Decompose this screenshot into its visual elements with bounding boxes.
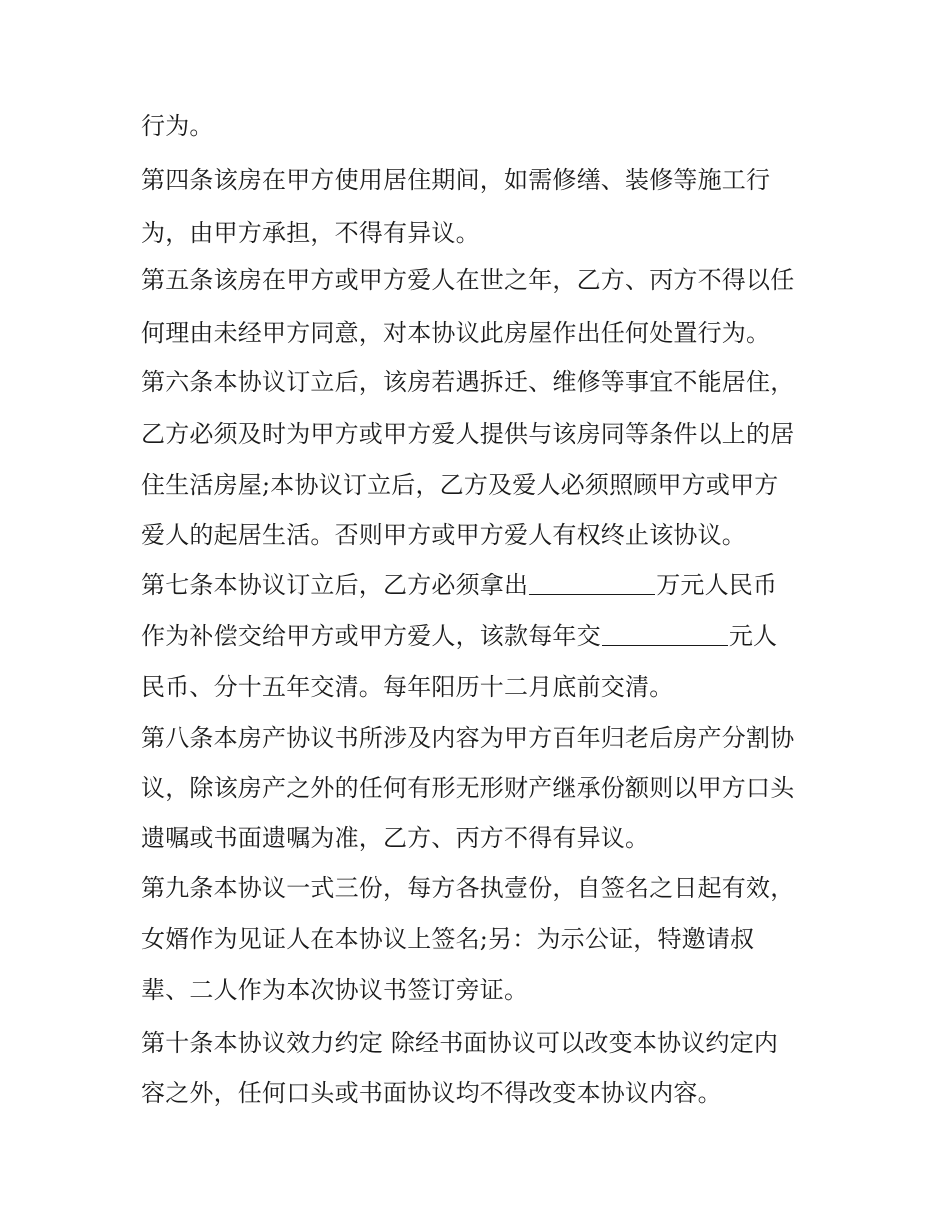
text-line: 第九条本协议一式三份，每方各执壹份，自签名之日起有效， <box>141 874 795 902</box>
text-line: 行为。 <box>141 112 214 140</box>
text-line: 何理由未经甲方同意，对本协议此房屋作出任何处置行为。 <box>141 319 771 347</box>
text-line: 第八条本房产协议书所涉及内容为甲方百年归老后房产分割协 <box>141 724 795 752</box>
amount-blank <box>529 570 655 595</box>
text-line: 容之外，任何口头或书面协议均不得改变本协议内容。 <box>141 1079 722 1107</box>
annual-amount-blank <box>602 621 728 646</box>
text-line: 女婿作为见证人在本协议上签名;另：为示公证，特邀请叔 <box>141 925 755 953</box>
article7-text-before: 第七条本协议订立后，乙方必须拿出 <box>141 571 529 599</box>
article7-line2 <box>141 616 777 656</box>
article7-text-after: 万元人民币 <box>656 571 778 599</box>
text-line: 第六条本协议订立后，该房若遇拆迁、维修等事宜不能居住， <box>141 368 795 396</box>
text-line: 第四条该房在甲方使用居住期间，如需修缮、装修等施工行 <box>141 166 771 194</box>
text-line: 辈、二人作为本次协议书签订旁证。 <box>141 976 529 1004</box>
article7-line1 <box>141 565 777 605</box>
text-line: 爱人的起居生活。否则甲方或甲方爱人有权终止该协议。 <box>141 521 746 549</box>
text-line: 住生活房屋;本协议订立后，乙方及爱人必须照顾甲方或甲方 <box>141 471 779 499</box>
article7-text-after: 元人 <box>728 622 778 650</box>
text-line: 遗嘱或书面遗嘱为准，乙方、丙方不得有异议。 <box>141 824 650 852</box>
article7-text-before: 作为补偿交给甲方或甲方爱人，该款每年交 <box>141 622 601 650</box>
text-line: 第十条本协议效力约定 除经书面协议可以改变本协议约定内 <box>141 1029 779 1057</box>
text-line: 乙方必须及时为甲方或甲方爱人提供与该房同等条件以上的居 <box>141 420 795 448</box>
text-line: 为，由甲方承担，不得有异议。 <box>141 219 480 247</box>
text-line: 议，除该房产之外的任何有形无形财产继承份额则以甲方口头 <box>141 774 795 802</box>
text-line: 第五条该房在甲方或甲方爱人在世之年，乙方、丙方不得以任 <box>141 266 795 294</box>
text-line: 民币、分十五年交清。每年阳历十二月底前交清。 <box>141 673 674 701</box>
